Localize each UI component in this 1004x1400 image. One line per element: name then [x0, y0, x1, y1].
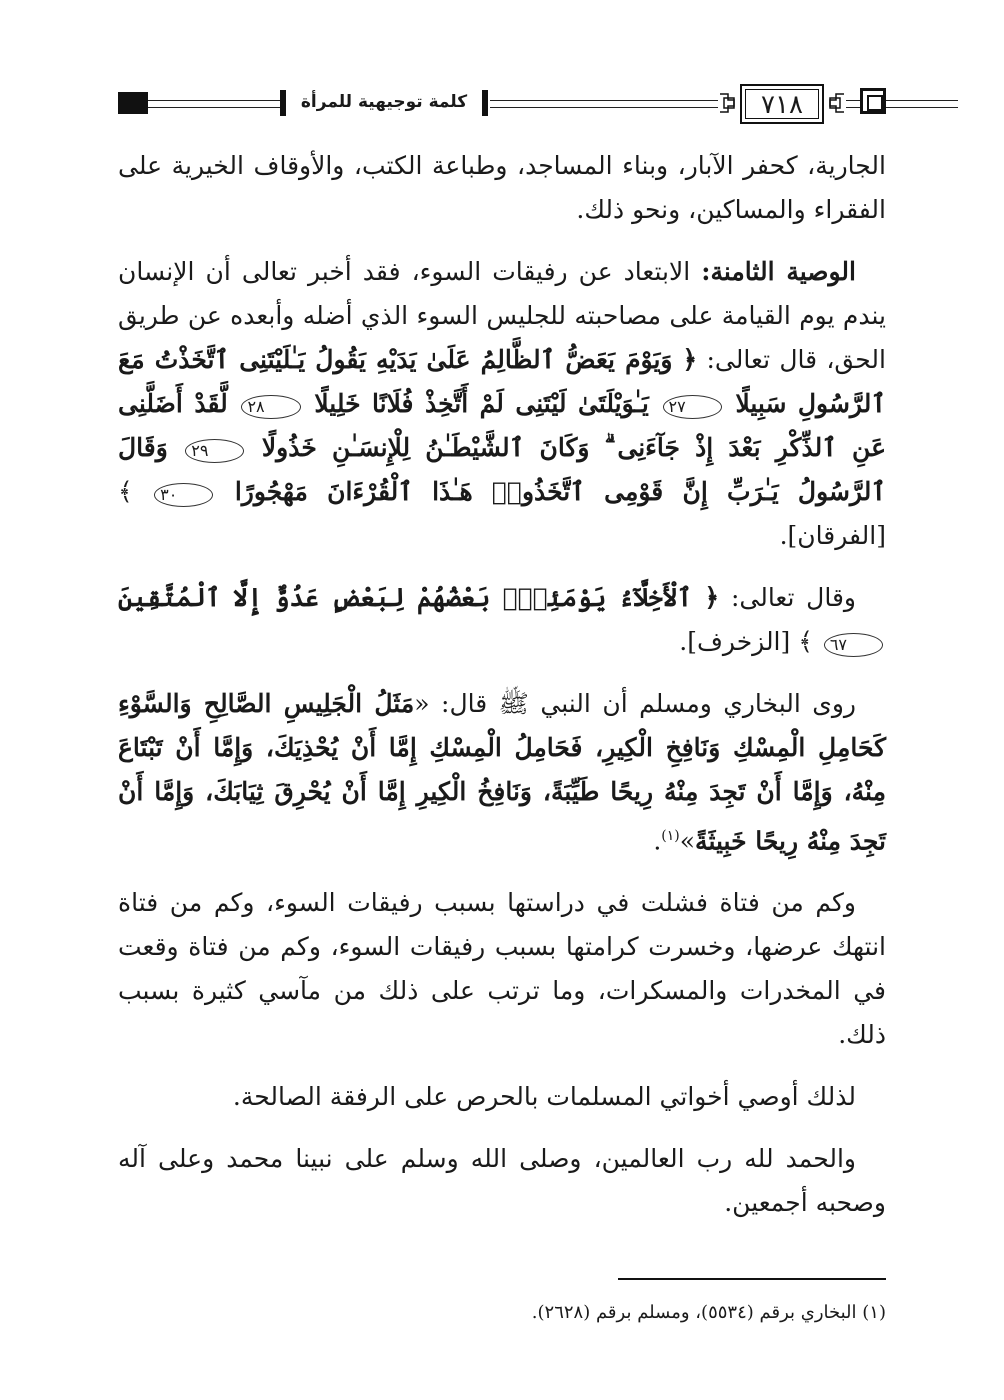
- paragraph-zukhruf: [118, 576, 886, 664]
- header-end-box: [860, 88, 886, 114]
- verse-number: ٢٨: [241, 395, 300, 419]
- page-number-frame: [740, 84, 824, 124]
- intro-text: وقال تعالى:: [719, 583, 856, 612]
- quran-verse: ﴿ ٱلْأَخِلَّآءُ يَوْمَئِذٍۭ بَعْضُهُمْ لِبَعْضٍ عَدُوٌّ إِلَّا ٱلْمُتَّقِينَ: [118, 583, 720, 612]
- ornament-knot-icon: [718, 90, 740, 116]
- footnote: (١) البخاري برقم (٥٥٣٤)، ومسلم برقم (٢٦٢٨).: [531, 1302, 886, 1323]
- page-header: [118, 84, 886, 128]
- advice-heading: الوصية الثامنة:: [701, 257, 856, 286]
- hadith-close-quote: »: [679, 826, 696, 856]
- quran-verse: يَـٰوَيْلَتَىٰ لَيْتَنِى لَمْ أَتَّخِذْ فُلَانًا خَلِيلًا: [314, 389, 649, 418]
- verse-number: ٢٧: [663, 395, 722, 419]
- header-rule: [148, 100, 280, 108]
- footnote-marker[interactable]: (١): [661, 828, 680, 844]
- verse-number: ٣٠: [154, 483, 213, 507]
- verse-reference: ﴾ [الزخرف].: [679, 627, 813, 656]
- quran-verse: ﴿ وَيَوْمَ يَعَضُّ ٱلظَّالِمُ عَلَىٰ يَدَيْهِ يَقُولُ يَـٰلَيْتَنِى ٱتَّخَذْتُ مَعَ ٱلرَّسُولِ سَبِيلًا: [118, 345, 886, 418]
- header-end-block: [118, 92, 148, 114]
- verse-number: ٢٩: [185, 439, 244, 463]
- page-body: [118, 144, 886, 1243]
- verse-reference: ﴾ [الفرقان].: [118, 477, 886, 550]
- header-rule: [490, 100, 718, 108]
- hadith-text: مَثَلُ الْجَلِيسِ الصَّالِحِ وَالسَّوْءِ كَحَامِلِ الْمِسْكِ وَنَافِخِ الْكِيرِ، فَحَامِلُ الْمِسْكِ إِمَّا أَنْ يُحْذِيَكَ، وَإِمَّا أَنْ تَبْتَاعَ مِنْهُ، وَإِمَّا أَنْ تَجِدَ مِنْهُ رِيحًا طَيِّبَةً، وَنَافِخُ الْكِيرِ إِمَّا أَنْ يُحْرِقَ ثِيَابَكَ، وَإِمَّا أَنْ تَجِدَ مِنْهُ رِيحًا خَبِيثَةً: [118, 689, 886, 856]
- verse-number: ٦٧: [824, 633, 883, 657]
- page-number: ٧١٨: [761, 90, 803, 120]
- quran-verse: وَقَالَ ٱلرَّسُولُ يَـٰرَبِّ إِنَّ قَوْمِى ٱتَّخَذُوا۟ هَـٰذَا ٱلْقُرْءَانَ مَهْجُورًا: [118, 433, 886, 506]
- paragraph-eighth-advice: [118, 250, 886, 558]
- ornament-knot-icon: [824, 90, 846, 116]
- paragraph-closing: والحمد لله رب العالمين، وصلى الله وسلم على نبينا محمد وعلى آله وصحبه أجمعين.: [118, 1144, 886, 1218]
- running-title: كلمة توجيهية للمرأة: [300, 92, 468, 112]
- header-separator: [482, 90, 488, 116]
- footnote-rule: [618, 1278, 886, 1280]
- paragraph-hadith: [118, 682, 886, 863]
- hadith-end: .: [653, 826, 662, 856]
- paragraph-advice: لذلك أوصي أخواتي المسلمات بالحرص على الرفقة الصالحة.: [232, 1082, 856, 1112]
- paragraph-consequences: وكم من فتاة فشلت في دراستها بسبب رفيقات السوء، وكم من فتاة انتهك عرضها، وخسرت كرامتها بسبب رفيقات السوء، وكم من فتاة وقعت في المخدرات والمسكرات، وما ترتب على ذلك من مآسي كثيرة بسبب ذلك.: [118, 888, 886, 1050]
- quran-verse: لَّقَدْ أَضَلَّنِى عَنِ ٱلذِّكْرِ بَعْدَ إِذْ جَآءَنِى ۗ وَكَانَ ٱلشَّيْطَـٰنُ لِلْإِنسَـٰنِ خَذُولًا: [118, 389, 886, 462]
- paragraph-continuation: الجارية، كحفر الآبار، وبناء المساجد، وطباعة الكتب، والأوقاف الخيرية على الفقراء والمساكين، ونحو ذلك.: [118, 151, 886, 224]
- hadith-intro: روى البخاري ومسلم أن النبي ﷺ قال: «: [414, 689, 856, 718]
- advice-text: الابتعاد عن رفيقات السوء، فقد أخبر تعالى أن الإنسان يندم يوم القيامة على مصاحبته للجليس السوء الذي أضله وأبعده عن طريق الحق، قال تعالى:: [118, 257, 886, 374]
